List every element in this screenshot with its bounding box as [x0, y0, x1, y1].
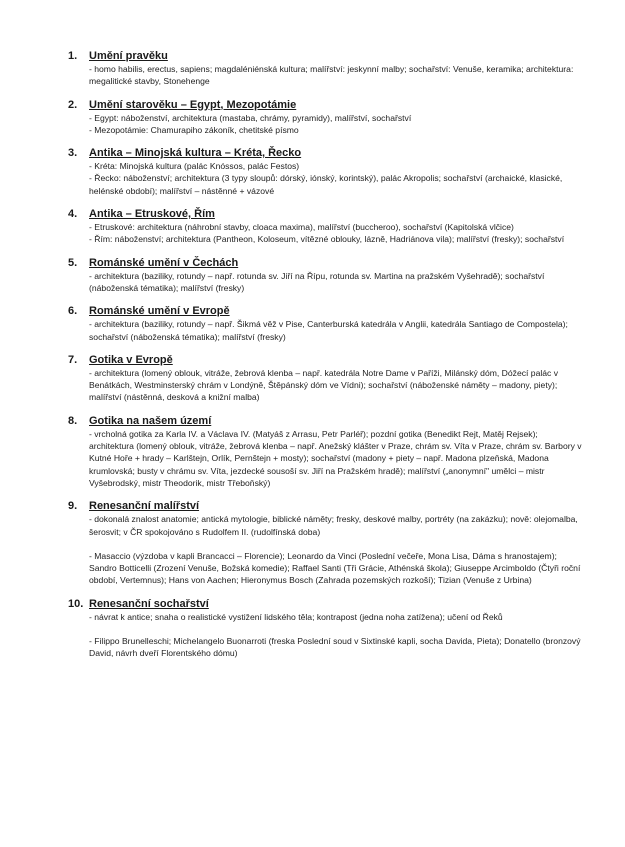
section-10 — [68, 597, 585, 660]
section-number: 10. — [68, 597, 84, 610]
section-body — [68, 270, 585, 295]
section-body — [68, 513, 585, 586]
section-6 — [68, 304, 585, 343]
section-heading — [68, 499, 585, 513]
section-body — [68, 428, 585, 489]
section-paragraph: - Etruskové: architektura (náhrobní stavby, cloaca maxima), malířství (buccheroo), sochařství (Kapitolská vlčice) — [89, 222, 514, 233]
paragraph-gap — [89, 538, 585, 550]
section-title: Gotika na našem území — [89, 414, 212, 427]
section-paragraph: - Řecko: náboženství; architektura (3 typy sloupů: dórský, iónský, korintský), palác Akropolis; sochařství (archaické, klasické, helénské období); malířství – nástěnné + vázové — [89, 173, 563, 196]
section-paragraph: - návrat k antice; snaha o realistické vystižení lidského těla; kontrapost (jedna noha zatížena); učení od Řeků — [89, 611, 503, 622]
section-title: Gotika v Evropě — [89, 353, 173, 366]
section-heading — [68, 207, 585, 221]
section-title: Antika – Minojská kultura – Kréta, Řecko — [89, 147, 302, 160]
section-heading — [68, 353, 585, 367]
section-title: Umění starověku – Egypt, Mezopotámie — [89, 98, 297, 111]
section-body — [68, 367, 585, 404]
section-heading — [68, 414, 585, 428]
section-2 — [68, 98, 585, 137]
section-9 — [68, 499, 585, 586]
section-title: Renesanční malířství — [89, 500, 200, 513]
section-number: 7. — [68, 353, 78, 366]
section-7 — [68, 353, 585, 404]
section-number: 6. — [68, 305, 78, 318]
section-heading — [68, 304, 585, 318]
section-5 — [68, 256, 585, 295]
section-4 — [68, 207, 585, 246]
section-body — [68, 160, 585, 197]
section-1 — [68, 49, 585, 88]
section-paragraph: - Mezopotámie: Chamurapiho zákoník, chetitské písmo — [89, 124, 299, 135]
section-number: 5. — [68, 256, 78, 269]
section-8 — [68, 414, 585, 489]
section-body — [68, 221, 585, 246]
section-heading — [68, 597, 585, 611]
section-paragraph: - architektura (baziliky, rotundy – např. Šikmá věž v Pise, Canterburská katedrála v Anglii, katedrála Santiago de Compostela); sochařství (náboženská tématika); malířství (fresky) — [89, 319, 568, 342]
section-paragraph: - dokonalá znalost anatomie; antická mytologie, biblické náměty; fresky, deskové malby, portréty (na zakázku); nově: olejomalba, šerosvit; v ČR spokojováno s Rudolfem II. (rudolfínská doba) — [89, 514, 578, 537]
section-body — [68, 318, 585, 343]
section-body — [68, 63, 585, 88]
section-paragraph: - Kréta: Minojská kultura (palác Knóssos, palác Festos) — [89, 161, 300, 172]
section-paragraph: - architektura (lomený oblouk, vitráže, žebrová klenba – např. katedrála Notre Dame v Paříži, Milánský dóm, Dóžecí palác v Benátkách, Westminsterský chrám v Londýně, Štěpánský dóm ve Vídni); sochařství (náboženské náměty – madony, piety); malířství (nástěnná, desková a knižní malba) — [89, 367, 559, 403]
section-number: 4. — [68, 208, 78, 221]
section-title: Románské umění v Evropě — [89, 305, 230, 318]
section-number: 8. — [68, 414, 78, 427]
section-title: Antika – Etruskové, Řím — [89, 208, 215, 221]
section-title: Románské umění v Čechách — [89, 256, 239, 269]
section-paragraph: - Egypt: náboženství, architektura (mastaba, chrámy, pyramidy), malířství, sochařství — [89, 112, 412, 123]
section-paragraph: - Filippo Brunelleschi; Michelangelo Buonarroti (freska Poslední soud v Sixtinské kapli, socha Davida, Pieta); Donatello (bronzový David, návrh dveří Florentského dómu) — [89, 636, 581, 659]
section-paragraph: - Řím: náboženství; architektura (Pantheon, Koloseum, vítězné oblouky, lázně, Hadriánova vila); malířství (fresky); sochařství — [89, 234, 565, 245]
section-number: 2. — [68, 98, 78, 111]
paragraph-gap — [89, 623, 585, 635]
section-body — [68, 112, 585, 137]
section-heading — [68, 256, 585, 270]
section-heading — [68, 146, 585, 160]
section-body — [68, 611, 585, 660]
section-heading — [68, 49, 585, 63]
section-number: 1. — [68, 50, 78, 62]
section-3 — [68, 146, 585, 197]
section-number: 9. — [68, 500, 78, 513]
section-title: Umění pravěku — [89, 50, 168, 62]
section-paragraph: - architektura (baziliky, rotundy – např. rotunda sv. Jiří na Řípu, rotunda sv. Martina na pražském Vyšehradě); sochařství (náboženská tématika); malířství (fresky) — [89, 270, 545, 293]
section-paragraph: - vrcholná gotika za Karla IV. a Václava IV. (Matyáš z Arrasu, Petr Parléř); pozdní gotika (Benedikt Rejt, Matěj Rejsek); architektura (lomený oblouk, vitráže, žebrová klenba – např. Anežský klášter v Praze, chrám sv. Víta v Praze, chrám sv. Barbory v Kutné Hoře + hrady – Karlštejn, Orlík, Pernštejn + mosty); sochařství (madony + piety – např. Madona plzeňská, Madona krumlovská; busty v chrámu sv. Víta, jezdecké sousoší sv. Jiří na Pražském hradě); malířství („anonymní" umělci – mistr Vyšebrodský, mistr Theodorik, mistr Třeboňský) — [89, 428, 582, 488]
section-paragraph: - homo habilis, erectus, sapiens; magdaléniénská kultura; malířství: jeskynní malby; sochařství: Venuše, keramika; architektura: megalitické stavby, Stonehenge — [89, 64, 574, 87]
section-heading — [68, 98, 585, 112]
section-number: 3. — [68, 147, 78, 160]
section-title: Renesanční sochařství — [89, 597, 209, 610]
section-paragraph: - Masaccio (výzdoba v kapli Brancacci – Florencie); Leonardo da Vinci (Poslední večeře, Mona Lisa, Dáma s hranostajem); Sandro Botticelli (Zrození Venuše, Božská komedie); Raffael Santi (Tři Grácie, Athénská škola); Giuseppe Arcimboldo (Čtyři roční období, Vertemnus); Hans von Aachen; Hieronymus Bosch (Zahrada pozemských rozkoší); Tizian (Venuše z Urbina) — [89, 550, 581, 586]
